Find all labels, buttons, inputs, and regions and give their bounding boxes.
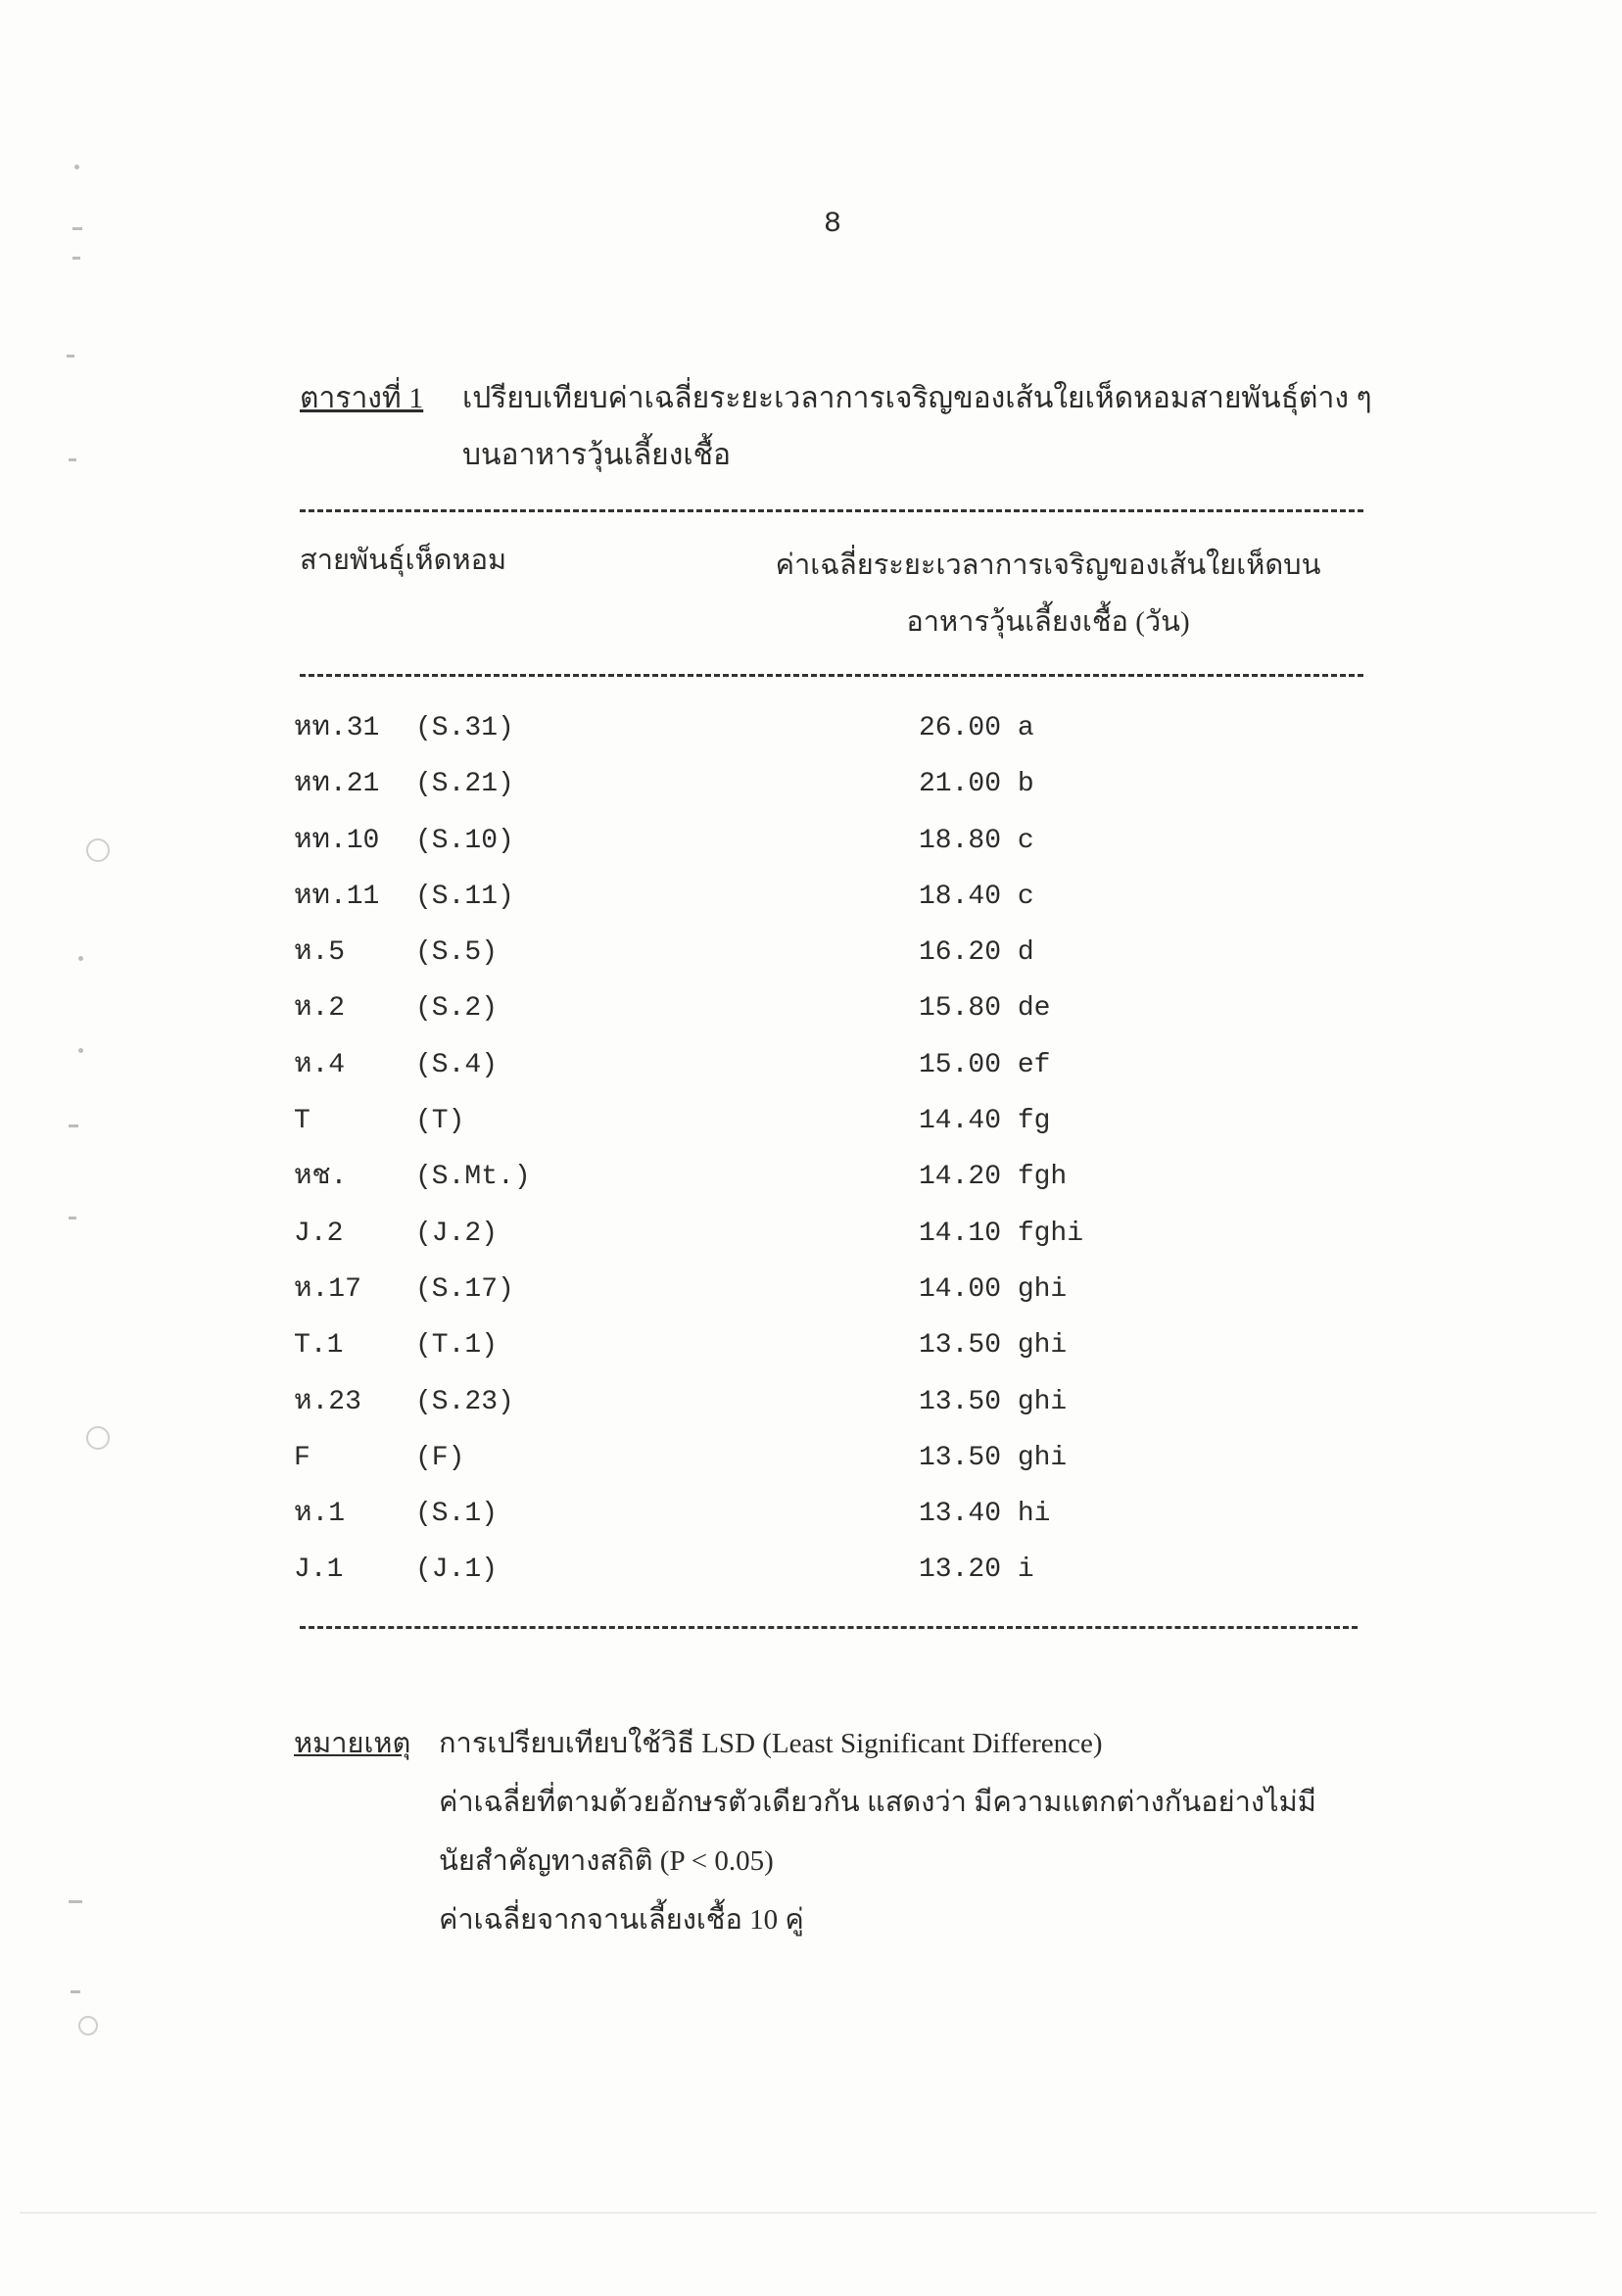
- strain-code: (F): [415, 1442, 465, 1473]
- strain-code: (T.1): [415, 1330, 499, 1362]
- strain-code: (S.17): [415, 1273, 514, 1305]
- strain-thai-code: ห.2: [294, 993, 346, 1025]
- margin-mark: [74, 165, 79, 169]
- punch-hole-mark: [86, 1426, 110, 1450]
- table-row: [294, 1320, 1371, 1376]
- table-caption: [300, 370, 1397, 484]
- strain-thai-code: หช.: [294, 1162, 348, 1193]
- note-line-2: ค่าเฉลี่ยที่ตามด้วยอักษรตัวเดียวกัน แสดงว่า มีความแตกต่างกันอย่างไม่มี: [439, 1787, 1316, 1818]
- mean-growth-days: 14.00 ghi: [919, 1273, 1068, 1305]
- margin-mark: [69, 458, 76, 461]
- table-row: [294, 1096, 1371, 1152]
- margin-mark: [69, 1124, 78, 1127]
- page-number: 8: [823, 208, 841, 241]
- table-row: [294, 1545, 1371, 1601]
- mean-growth-days: 14.10 fghi: [919, 1218, 1084, 1249]
- table-row: [294, 1377, 1371, 1433]
- table-row: [294, 872, 1371, 928]
- margin-mark: [69, 1217, 76, 1220]
- strain-code: (S.1): [415, 1499, 499, 1530]
- table-row: [294, 928, 1371, 983]
- table-header-rule: [300, 674, 1363, 677]
- punch-hole-mark: [86, 838, 110, 862]
- strain-thai-code: หท.31: [294, 713, 380, 743]
- strain-code: (S.23): [415, 1386, 514, 1417]
- margin-mark: [72, 257, 80, 260]
- table-row: [294, 1152, 1371, 1208]
- strain-thai-code: T.1: [294, 1330, 344, 1362]
- note-line-3: นัยสำคัญทางสถิติ (P < 0.05): [439, 1845, 774, 1877]
- margin-mark: [78, 956, 83, 961]
- strain-thai-code: T: [294, 1106, 310, 1137]
- strain-code: (S.10): [415, 825, 514, 856]
- column-header-value-line-1: ค่าเฉลี่ยระยะเวลาการเจริญของเส้นใยเห็ดบน: [775, 550, 1321, 581]
- strain-thai-code: F: [294, 1442, 310, 1473]
- strain-code: (J.2): [415, 1218, 499, 1249]
- table-row: [294, 1265, 1371, 1320]
- table-row: [294, 1489, 1371, 1545]
- table-row: [294, 816, 1371, 872]
- note-line-1: การเปรียบเทียบใช้วิธี LSD (Least Significant Difference): [439, 1728, 1103, 1759]
- margin-mark: [67, 355, 74, 358]
- table-note: [294, 1714, 1371, 1949]
- table-body: [294, 703, 1371, 1602]
- mean-growth-days: 13.50 ghi: [919, 1386, 1068, 1417]
- table-row: [294, 1433, 1371, 1489]
- strain-code: (S.4): [415, 1049, 499, 1080]
- table-row: [294, 1209, 1371, 1265]
- table-row: [294, 983, 1371, 1039]
- strain-code: (S.11): [415, 881, 514, 912]
- table-row: [294, 1040, 1371, 1096]
- strain-code: (S.2): [415, 993, 499, 1025]
- margin-mark: [78, 1048, 83, 1053]
- mean-growth-days: 13.40 hi: [919, 1499, 1051, 1530]
- mean-growth-days: 14.40 fg: [919, 1106, 1051, 1137]
- column-header-value: [754, 537, 1342, 650]
- table-row: [294, 703, 1371, 759]
- column-header-strain: สายพันธุ์เห็ดหอม: [300, 545, 507, 576]
- table-bottom-rule: [300, 1626, 1358, 1629]
- strain-thai-code: หท.21: [294, 769, 380, 800]
- mean-growth-days: 16.20 d: [919, 937, 1034, 969]
- note-line-4: ค่าเฉลี่ยจากจานเลี้ยงเชื้อ 10 คู่: [439, 1904, 804, 1936]
- mean-growth-days: 13.50 ghi: [919, 1442, 1068, 1473]
- mean-growth-days: 15.80 de: [919, 993, 1051, 1025]
- strain-thai-code: หท.10: [294, 825, 380, 856]
- caption-line-2: บนอาหารวุ้นเลี้ยงเชื้อ: [462, 439, 731, 471]
- page-edge-line: [20, 2212, 1597, 2214]
- margin-mark: [69, 1900, 82, 1903]
- table-row: [294, 759, 1371, 815]
- strain-thai-code: ห.17: [294, 1273, 361, 1305]
- strain-thai-code: J.2: [294, 1218, 344, 1249]
- strain-code: (J.1): [415, 1555, 499, 1586]
- margin-mark: [71, 1990, 80, 1993]
- strain-code: (S.21): [415, 769, 514, 800]
- strain-thai-code: หท.11: [294, 881, 380, 912]
- strain-thai-code: ห.4: [294, 1049, 346, 1080]
- mean-growth-days: 21.00 b: [919, 769, 1034, 800]
- strain-code: (S.5): [415, 937, 499, 969]
- punch-hole-mark: [78, 2016, 98, 2035]
- note-label: หมายเหตุ: [294, 1728, 411, 1759]
- strain-thai-code: ห.23: [294, 1386, 361, 1417]
- mean-growth-days: 26.00 a: [919, 713, 1034, 743]
- mean-growth-days: 13.20 i: [919, 1555, 1034, 1586]
- table-top-rule: [300, 509, 1363, 512]
- mean-growth-days: 18.80 c: [919, 825, 1034, 856]
- caption-line-1: เปรียบเทียบค่าเฉลี่ยระยะเวลาการเจริญของเส้นใยเห็ดหอมสายพันธุ์ต่าง ๆ: [462, 382, 1372, 414]
- mean-growth-days: 15.00 ef: [919, 1049, 1051, 1080]
- strain-code: (S.31): [415, 713, 514, 743]
- mean-growth-days: 14.20 fgh: [919, 1162, 1068, 1193]
- strain-thai-code: ห.1: [294, 1499, 346, 1530]
- column-header-value-line-2: อาหารวุ้นเลี้ยงเชื้อ (วัน): [906, 606, 1190, 638]
- mean-growth-days: 13.50 ghi: [919, 1330, 1068, 1362]
- strain-code: (S.Mt.): [415, 1162, 531, 1193]
- strain-thai-code: ห.5: [294, 937, 346, 969]
- strain-thai-code: J.1: [294, 1555, 344, 1586]
- caption-label: ตารางที่ 1: [300, 382, 424, 414]
- mean-growth-days: 18.40 c: [919, 881, 1034, 912]
- strain-code: (T): [415, 1106, 465, 1137]
